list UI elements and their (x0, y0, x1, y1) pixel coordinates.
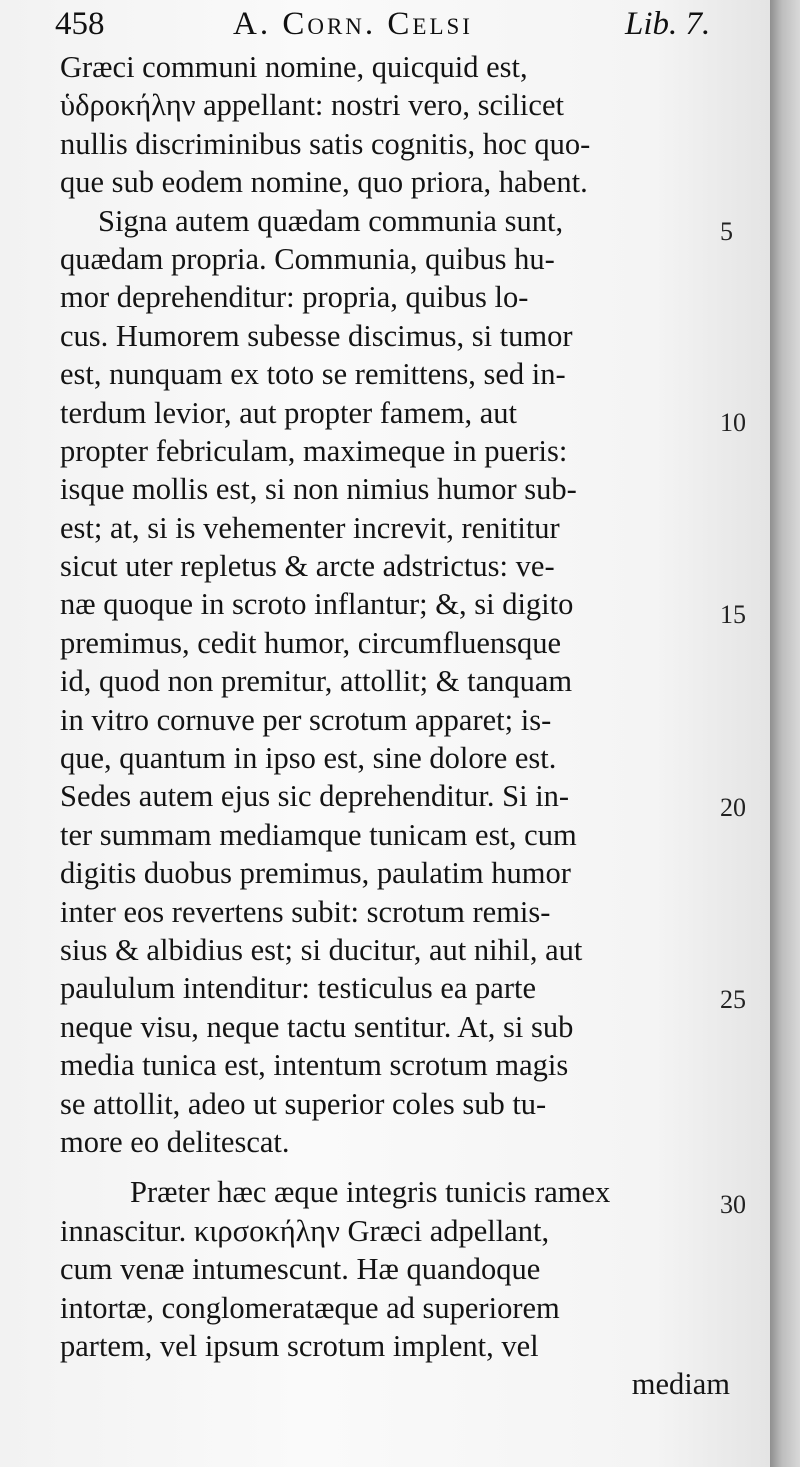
text-line: sicut uter repletus & arcte adstrictus: ve- (60, 549, 555, 584)
text-line: media tunica est, intentum scrotum magis (60, 1048, 569, 1083)
line-number: 25 (720, 985, 746, 1014)
text-line: quædam propria. Communia, quibus hu- (60, 241, 555, 276)
running-header (55, 6, 745, 50)
text-line: Græci communi nomine, quicquid est, (60, 50, 528, 84)
text-line: cum venæ intumescunt. Hæ quandoque (60, 1252, 541, 1287)
line-number: 30 (720, 1190, 746, 1219)
text-line: intortæ, conglomeratæque ad superiorem (60, 1290, 560, 1325)
text-line: Sedes autem ejus sic deprehenditur. Si in- (60, 779, 570, 814)
text-line: que sub eodem nomine, quo priora, habent. (60, 165, 588, 200)
line-number: 5 (720, 217, 733, 246)
text-line: innascitur. κιρσοκήλην Græci adpellant, (60, 1213, 550, 1248)
text-line: terdum levior, aut propter famem, aut (60, 395, 517, 430)
text-line: ὑδροκήλην appellant: nostri vero, scilicet (60, 88, 564, 123)
book-number: Lib. 7. (625, 6, 711, 42)
text-line: more eo delitescat. (60, 1124, 290, 1159)
text-line: nullis discriminibus satis cognitis, hoc quo- (60, 126, 591, 161)
text-line: que, quantum in ipso est, sine dolore est. (60, 741, 557, 776)
text-line: se attollit, adeo ut superior coles sub tu- (60, 1086, 547, 1121)
line-number: 20 (720, 793, 746, 822)
text-line: est, nunquam ex toto se remittens, sed in- (60, 357, 566, 392)
catchword: mediam (631, 1367, 730, 1402)
text-line: paululum intenditur: testiculus ea parte (60, 971, 537, 1006)
text-line: id, quod non premitur, attollit; & tanquam (60, 664, 573, 699)
text-line: digitis duobus premimus, paulatim humor (60, 856, 571, 891)
page-number: 458 (55, 6, 105, 42)
line-number: 15 (720, 600, 746, 629)
text-line: propter febriculam, maximeque in pueris: (60, 433, 568, 468)
running-title: A. Corn. Celsi (233, 6, 473, 42)
text-line: in vitro cornuve per scrotum apparet; is- (60, 702, 552, 737)
text-line: næ quoque in scroto inflantur; &, si digito (60, 587, 574, 622)
text-line: partem, vel ipsum scrotum implent, vel (60, 1328, 539, 1363)
text-line: Signa autem quædam communia sunt, (98, 203, 564, 238)
body-text (60, 48, 730, 1404)
text-line: premimus, cedit humor, circumfluensque (60, 625, 562, 660)
text-line: est; at, si is vehementer increvit, renititur (60, 510, 560, 545)
text-line: sius & albidius est; si ducitur, aut nihil, aut (60, 932, 583, 967)
text-line: neque visu, neque tactu sentitur. At, si sub (60, 1009, 574, 1044)
text-line: cus. Humorem subesse discimus, si tumor (60, 318, 573, 353)
text-line: ter summam mediamque tunicam est, cum (60, 817, 577, 852)
line-number: 10 (720, 408, 746, 437)
text-line: mor deprehenditur: propria, quibus lo- (60, 280, 529, 315)
text-line: Præter hæc æque integris tunicis ramex (130, 1175, 611, 1210)
page-gutter (770, 0, 800, 1467)
text-line: inter eos revertens subit: scrotum remis- (60, 894, 551, 929)
text-line: isque mollis est, si non nimius humor sub- (60, 472, 577, 507)
